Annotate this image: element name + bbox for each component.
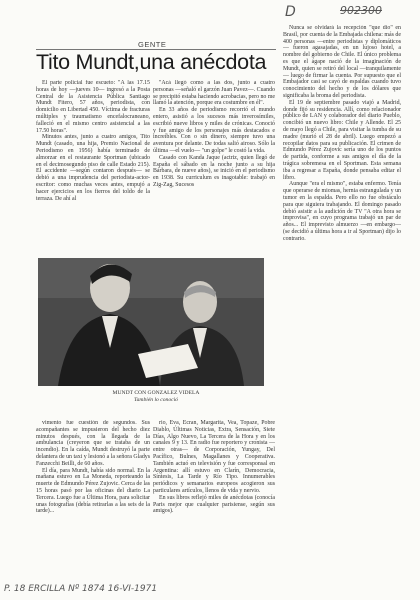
handwritten-archive-number: 902300 <box>340 4 382 17</box>
text-column-4 <box>36 420 150 578</box>
paragraph: Casado con Kanda Jaque (actriz, quien llegó de España el sábado en la noche junto a su hija Bárbara, de nueve años), se inició en el periodismo en 1938. Su curriculum es inagotable: trabajó en Zig-Zag, Sucesos <box>153 154 275 188</box>
paragraph: Aunque "era el mismo", estaba enfermo. Tenía que operarse de miomas, hernia estrangulada y un tumor en la espalda. Pero ello no fue obstáculo para que siguiera trabajando. El domingo pasado debió asistir a la audición de TV "A otra hora se improvisa", en cuyo programa trabajó un par de años... El imprevisto almuerzo —en embargo— (se decidió a última hora a ir al Sportman) dijo lo contrario. <box>283 181 401 242</box>
article-title: Tito Mundt,una anécdota <box>36 50 267 74</box>
paragraph: El 19 de septiembre pasado viajó a Madrid, donde fijó su residencia. Allí, como relacionador público de LAN y colaborador del diario Pueblo, concibió un nuevo libro: Chile y Allende. El 25 de mayo llegó a Chile, para visitar la tumba de su madre (murió el 28 de abril). Luego empezó a recopilar datos para su publicación. El crimen de Edmundo Pérez Zujovic sería uno de los puntos de partida, conforme a sus amigos el día de la trágica sobremesa en el Sportman. Esta semana iba a regresar a España, donde pensaba editar el libro. <box>283 99 401 181</box>
text-column-5 <box>153 420 275 578</box>
paragraph: El día, para Mundt, había sido normal. En la mañana estuvo en La Moneda, reporteando la muerte de Edmundo Pérez Zujovic. Cerca de las 15 horas pasó por las oficinas del diario La Tercera. Luego fue a Última Hora, para solicitar unas fotografías (debía retirarlas a las seis de la tarde)... <box>36 467 150 515</box>
paragraph: Minutos antes, junto a cuatro amigos, Tito Mundt (casado, una hija, Premio Nacional de Periodismo en 1956) había terminado de almorzar en el restaurante Sportman (ubicado en el decimosegundo piso de calle Estado 215). El accidente —según contaron después— se debió a una imprudencia del periodista-actor-escritor: como muchas veces antes, empujó a hacer ejercicios en los fierros del toldo de la terraza. De ahí al <box>36 134 150 202</box>
caption-subtitle: También lo conoció <box>134 397 178 403</box>
paragraph: "Acá llegó como a las dos, junto a cuatro personas —señaló el garzón Juan Pavez—. Cuando se precipitó estaba haciendo acrobacias, pero no me llamó la atención, porque era costumbre en él". <box>153 80 275 107</box>
handwritten-source-note: P. 18 ERCILLA Nº 1874 16-VI-1971 <box>4 584 158 594</box>
text-column-3 <box>283 25 401 397</box>
paragraph: En 33 años de periodismo recorrió el mundo entero, asistió a los sucesos más inverosímiles, escribió nueve libros y miles de crónicas. Conoció y fue amigo de los personajes más destacados e increíbles. Con o sin dinero, siempre tuvo una aventura por delante. De todas salió airoso. Sólo la última —el vuelo— "un golpe" le costó la vida. <box>153 107 275 154</box>
paragraph: El parte policial fue escueto: "A las 17.15 horas de hoy —jueves 10— ingresó a la Posta Central de la Asistencia Pública Santiago Mundt Fitero, 57 años, periodista, con domicilio en Libertad 450. Víctima de fracturas múltiples y traumatismo encefalocraneano, falleció en el mismo centro asistencial a las 17.50 horas". <box>36 80 150 134</box>
caption-title: MUNDT CON GONZALEZ VIDELA <box>112 390 200 396</box>
paragraph: vimento fue cuestión de segundos. Sus acompañantes se impusieron del hecho diez minutos después, con la llegada de la ambulancia (creyeron que se trataba de un incendio). En la caída, Mundt destruyó la parte delantera de un taxi y lesionó a la señora Gladys Fanzecchi Beilli, de 60 años. <box>36 420 150 467</box>
paragraph: En sus libros reflejó miles de anécdotas (conocía Paris mejor que cualquier parisiense, según sus amigos). <box>153 494 275 515</box>
text-column-2 <box>153 80 275 254</box>
paragraph: Nunca se olvidará la recepción "que dio" en Brasil, por cuenta de la Embajada chilena: más de 400 personas —entre periodistas y diplomáticos— fueron agasajadas, en un lujoso hotel, a nombre del gobierno de Chile. El único problema es que el ágape nació de la imaginación de Mundt, quien se retiró del local —tranquilamente— luego de firmar la cuenta. Por supuesto que el Embajador casi se cayó de espaldas cuando tuvo conocimiento del hecho y de los dólares que significaba la broma del periodista. <box>283 25 401 99</box>
paragraph: rio, Eva, Ecran, Margarita, Vea, Topaze, Pobre Diablo, Últimas Noticias, Extra, Sensación, Siete Días, Algo Nuevo, La Tercera de la Hora y en los canales 9 y 13. En radio fue reportero y cronista —entre otras— de Corporación, Yungay, Del Pacífico, Bulnes, Magallanes y Cooperativa. También actuó en televisión y fue corresponsal en Argentina: allí estuvo en Clarín, Democracia, Síntesis, La Tarde y Río Tipo. Innumerables periódicos y semanarios europeos acogieron sus particulares artículos, llenos de vida y nervio. <box>153 420 275 494</box>
news-photo <box>38 258 264 386</box>
photo-caption <box>70 390 242 404</box>
handwritten-mark: D <box>285 4 296 20</box>
text-column-1 <box>36 80 150 254</box>
photo-illustration <box>38 258 264 386</box>
section-label: GENTE <box>138 40 167 49</box>
